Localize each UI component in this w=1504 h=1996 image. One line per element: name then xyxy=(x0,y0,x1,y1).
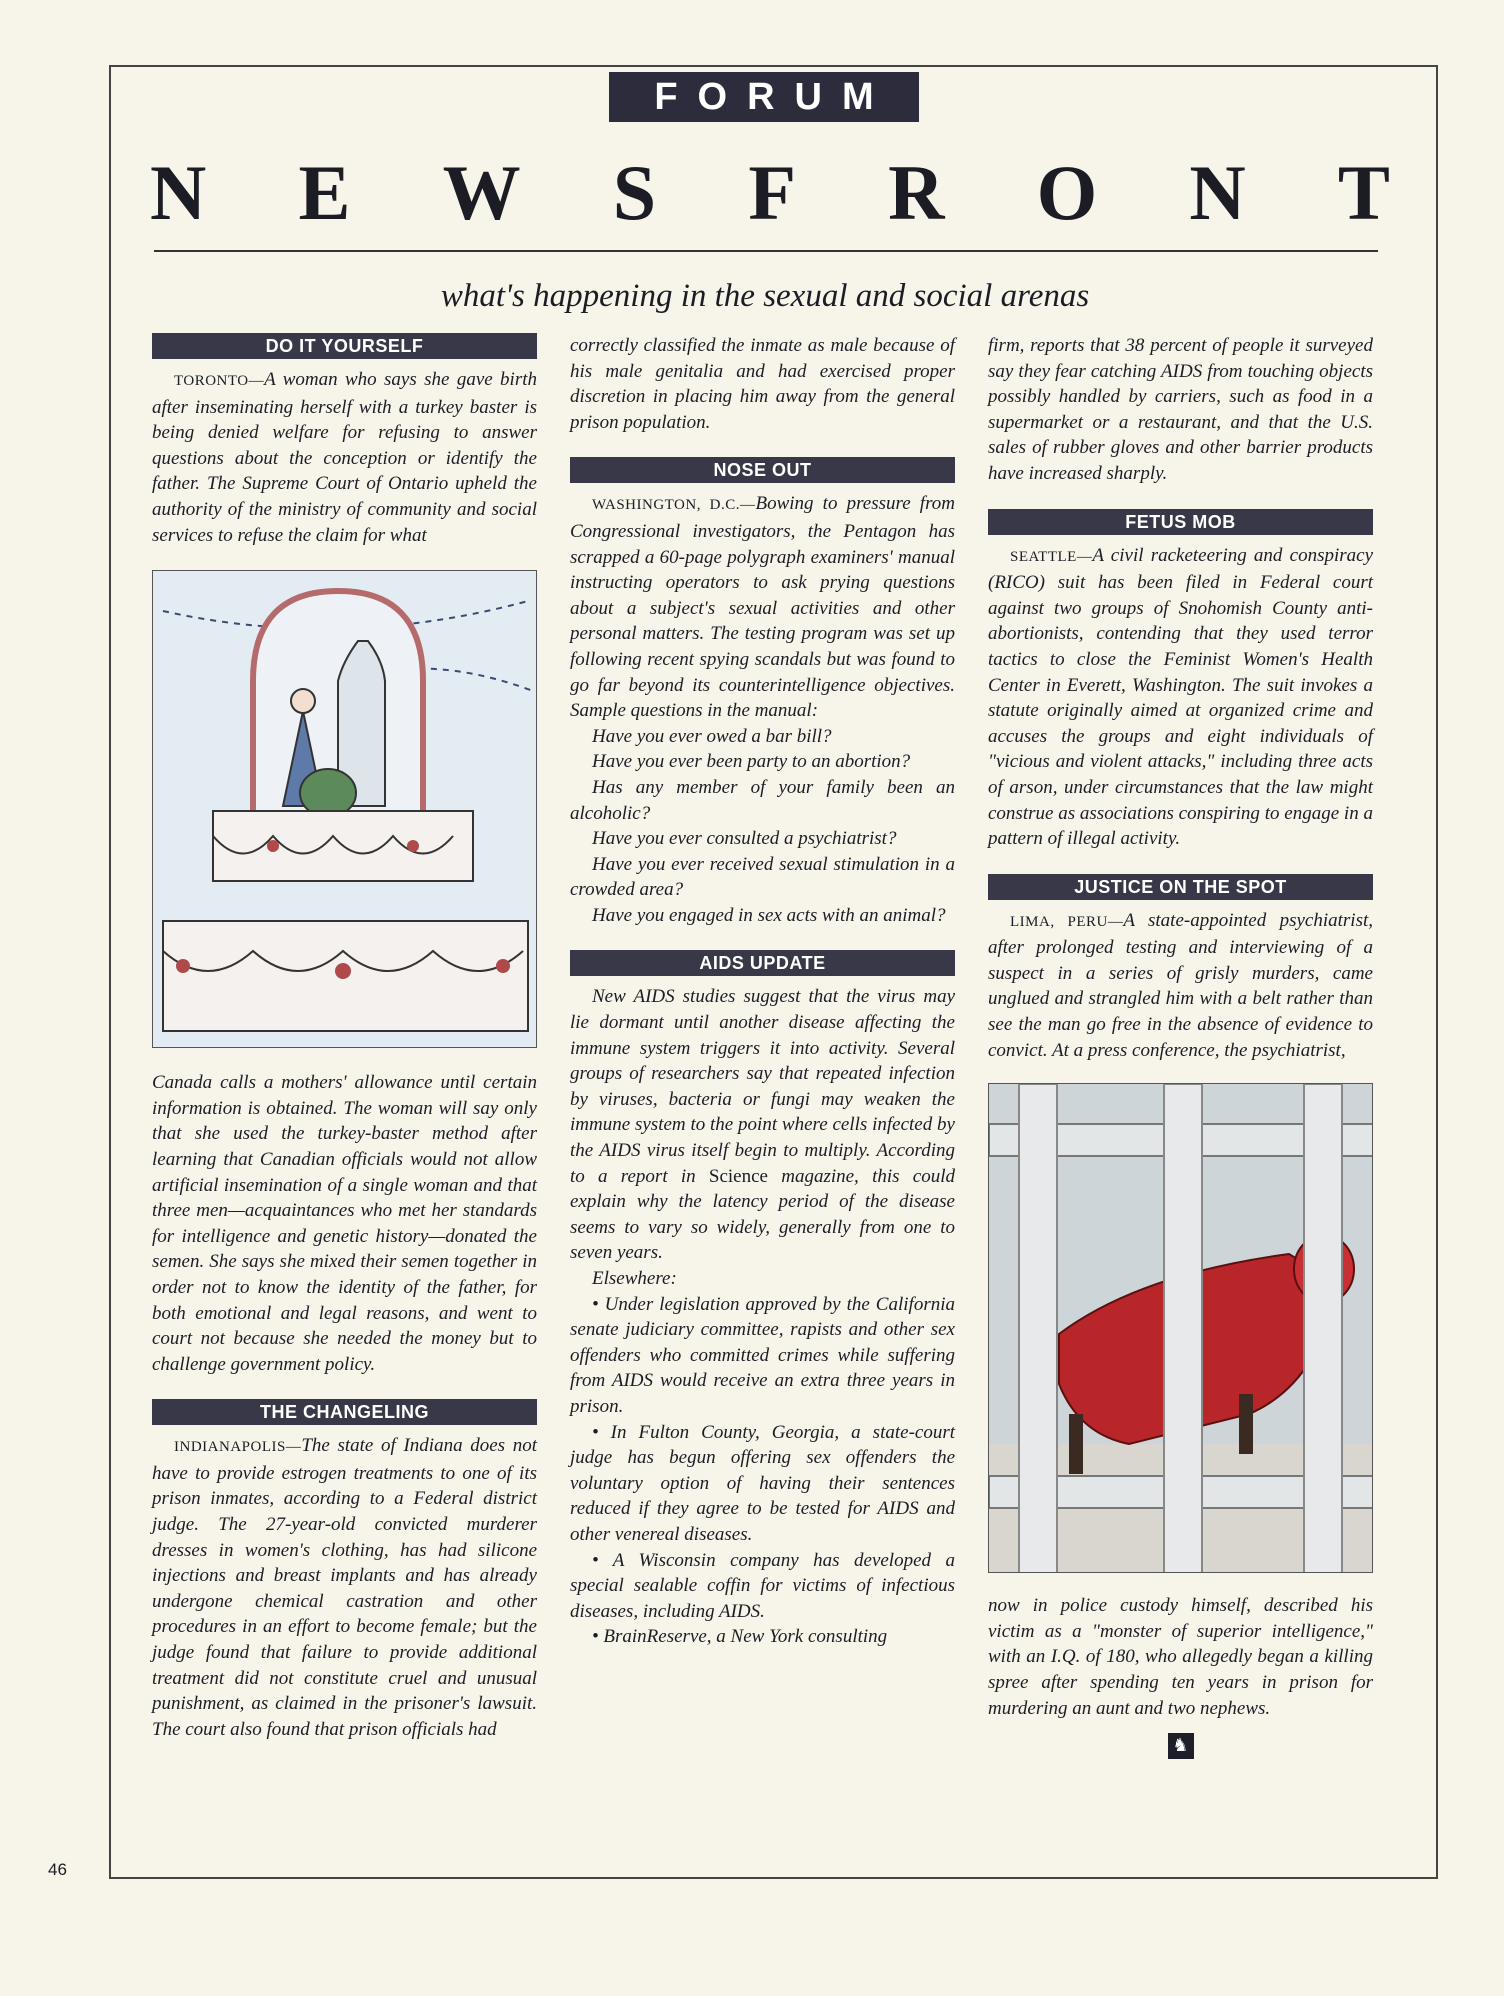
article-text: Bowing to pressure from Congressional investigators, the Pentagon has scrapped a 60-page polygraph examiners' manual instructing operators to ask prying questions about a subject's sexual activities and other personal matters. The testing program was set up following recent spying scandals but was found to go far beyond its counterintelligence objectives. Sample questions in the manual: xyxy=(570,493,955,722)
prison-bars-illustration xyxy=(988,1083,1373,1573)
newsfront-title xyxy=(150,148,1390,238)
title-letter: O xyxy=(1036,149,1098,236)
section-heading: FETUS MOB xyxy=(988,509,1373,535)
title-letter: T xyxy=(1337,149,1390,236)
tagline: what's happening in the sexual and social arenas xyxy=(440,278,1090,314)
article-paragraph xyxy=(570,491,955,723)
article-text: The state of Indiana does not have to provide estrogen treatments to one of its prison inmates, according to a Federal district judge. The 27-year-old convicted murderer dresses in women's clothing, has had silicone injections and breast implants and has already undergone chemical castration and other procedures in an effort to become female; but the judge found that failure to provide additional treatment did not constitute cruel and unusual punishment, as claimed in the prisoner's lawsuit. The court also found that prison officials had xyxy=(152,1435,537,1740)
elsewhere-label: Elsewhere: xyxy=(592,1268,677,1289)
question-item: Have you ever owed a bar bill? xyxy=(592,725,832,747)
header-rule xyxy=(154,250,1378,252)
article-paragraph xyxy=(988,543,1373,852)
question-item: Has any member of your family been an alcoholic? xyxy=(570,776,955,824)
section-heading: JUSTICE ON THE SPOT xyxy=(988,874,1373,900)
title-letter: E xyxy=(298,149,351,236)
section-heading: AIDS UPDATE xyxy=(570,950,955,976)
dateline: WASHINGTON, D.C.— xyxy=(592,497,756,514)
dateline: LIMA, PERU— xyxy=(1010,913,1124,930)
section-heading: DO IT YOURSELF xyxy=(152,333,537,359)
question-item: Have you engaged in sex acts with an animal? xyxy=(592,904,946,926)
article-text: A state-appointed psychiatrist, after prolonged testing and interviewing of a suspect in a series of grisly murders, came unglued and strangled him with a belt rather than see the man go free in the absence of evidence to convict. At a press conference, the psychiatrist, xyxy=(988,909,1373,1061)
column-2 xyxy=(570,333,955,1650)
article-paragraph xyxy=(152,1433,537,1742)
title-letter: N xyxy=(150,149,207,236)
article-paragraph: Canada calls a mothers' allowance until certain information is obtained. The woman will say only that she used the turkey-baster method after learning that Canadian officials would not allow artificial insemination of a single woman and that three men—acquaintances who met her standards for intelligence and genetic history—donated the semen. She says she mixed their semen together in order not to know the identity of the father, for both emotional and legal reasons, and went to court not because she needed the money but to challenge government policy. xyxy=(152,1072,537,1375)
article-text: magazine, this could explain why the latency period of the disease seems to vary so widely, generally from one to seven years. xyxy=(570,1165,955,1264)
article-text: A civil racketeering and conspiracy (RICO) suit has been filed in Federal court against two groups of Snohomish County anti-abortionists, contending that they used terror tactics to close the Feminist Women's Health Center in Everett, Washington. The suit invokes a statute originally aimed at organized crime and accuses the groups and eight individuals of "vicious and violent attacks," including three acts of arson, under circumstances that the law might construe as associations conspiring to engage in a pattern of illegal activity. xyxy=(988,544,1373,850)
forum-label: FORUM xyxy=(609,72,919,122)
article-paragraph: now in police custody himself, described his victim as a "monster of superior intelligence," with an I.Q. of 180, who allegedly began a killing spree after spending ten years in prison for murdering an aunt and two nephews. xyxy=(988,1595,1373,1719)
dateline: TORONTO— xyxy=(174,373,265,389)
title-letter: N xyxy=(1189,149,1246,236)
title-letter: R xyxy=(888,149,945,236)
bullet-item: • In Fulton County, Georgia, a state-court judge has begun offering sex offenders the voluntary option of having their sentences reduced if they agree to be tested for AIDS and other venereal diseases. xyxy=(570,1421,955,1545)
article-paragraph: correctly classified the inmate as male because of his male genitalia and had exercised proper discretion in placing him away from the general prison population. xyxy=(570,335,955,433)
wedding-cake-illustration xyxy=(152,570,537,1048)
rabbit-head-logo-icon: ♞ xyxy=(988,1729,1373,1759)
section-heading: THE CHANGELING xyxy=(152,1399,537,1425)
section-heading: NOSE OUT xyxy=(570,457,955,483)
question-item: Have you ever consulted a psychiatrist? xyxy=(592,828,897,850)
publication-name: Science xyxy=(708,1165,768,1187)
dateline: INDIANAPOLIS— xyxy=(174,1439,302,1456)
dateline: SEATTLE— xyxy=(1010,548,1093,565)
column-1 xyxy=(152,333,537,1742)
article-paragraph xyxy=(152,367,537,548)
title-letter: S xyxy=(612,149,657,236)
page-number: 46 xyxy=(48,1860,67,1879)
article-paragraph xyxy=(570,984,955,1266)
article-text: A woman who says she gave birth after inseminating herself with a turkey baster is being denied welfare for refusing to answer questions about the conception or identify the father. The Supreme Court of Ontario upheld the authority of the ministry of community and social services to refuse the claim for what xyxy=(152,369,537,546)
bullet-item: • Under legislation approved by the California senate judiciary committee, rapists and other sex offenders who committed crimes while suffering from AIDS would receive an extra three years in prison. xyxy=(570,1293,955,1417)
bullet-item: • BrainReserve, a New York consulting xyxy=(592,1626,888,1648)
question-item: Have you ever received sexual stimulation in a crowded area? xyxy=(570,853,955,901)
column-3 xyxy=(988,333,1373,1759)
title-letter: W xyxy=(442,149,521,236)
bullet-item: • A Wisconsin company has developed a special sealable coffin for victims of infectious diseases, including AIDS. xyxy=(570,1549,955,1622)
question-item: Have you ever been party to an abortion? xyxy=(592,751,911,773)
article-paragraph: firm, reports that 38 percent of people it surveyed say they fear catching AIDS from touching objects possibly handled by carriers, such as food in a supermarket or a restaurant, and that the U.S. sales of rubber gloves and other barrier products have increased sharply. xyxy=(988,335,1373,484)
article-paragraph xyxy=(988,908,1373,1064)
title-letter: F xyxy=(748,149,796,236)
article-text: New AIDS studies suggest that the virus may lie dormant until another disease affecting the immune system triggers it into activity. Several groups of researchers say that repeated infection by viruses, bacteria or fungi may weaken the immune system to the point where cells infected by the AIDS virus itself begin to multiply. According to a report in xyxy=(570,986,955,1187)
